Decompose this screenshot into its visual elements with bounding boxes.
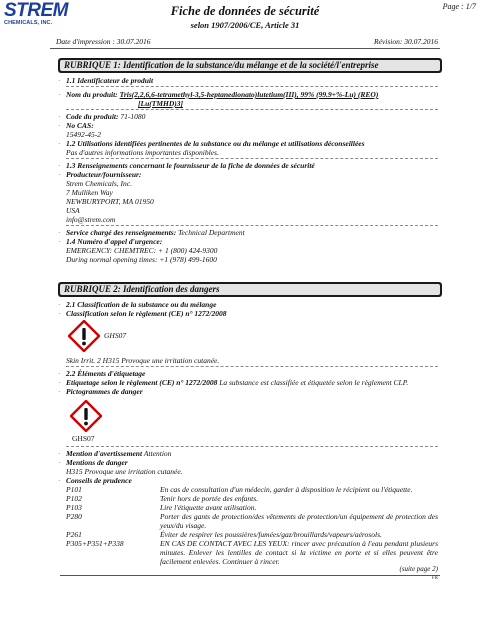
precautionary-heading: Conseils de prudence — [66, 476, 132, 485]
section-2-banner — [58, 282, 442, 297]
language-code: FR — [431, 576, 438, 581]
hazard-statements-heading: Mentions de danger — [66, 458, 128, 467]
cas-value: 15492-45-2 — [66, 130, 101, 139]
labelling-row — [66, 378, 408, 387]
ghs07-code: GHS07 — [104, 331, 127, 340]
precaution-code: P103 — [66, 503, 82, 512]
service-row — [66, 228, 245, 237]
cas-label: No CAS: — [66, 121, 94, 130]
divider — [66, 366, 438, 367]
precaution-text: Lire l'étiquette avant utilisation. — [160, 503, 257, 512]
s11-heading: 1.1 Identificateur de produit — [66, 76, 154, 85]
emergency-hours: During normal opening times: +1 (978) 499-1600 — [66, 255, 217, 264]
precaution-code: P261 — [66, 530, 82, 539]
revision-date: Révision: 30.07.2016 — [374, 37, 438, 46]
emergency-line: EMERGENCY: CHEMTREC: + 1 (800) 424-9300 — [66, 246, 218, 255]
section-1-banner — [58, 58, 442, 73]
precaution-code: P102 — [66, 494, 82, 503]
precaution-text: EN CAS DE CONTACT AVEC LES YEUX: rincer avec précaution à l'eau pendant plusieurs minutes. Enlever les lentilles de contact si la victime en porte et si elles peuvent être facilement enlevées. Continuer à rincer. — [160, 539, 438, 566]
s21-heading: 2.1 Classification de la substance ou du mélange — [66, 300, 217, 309]
s12-text: Pas d'autres informations importantes disponibles. — [66, 148, 219, 157]
s14-heading: 1.4 Numéro d'appel d'urgence: — [66, 237, 163, 246]
precaution-text: Éviter de respirer les poussières/fumées/gaz/brouillards/vapeurs/aérosols. — [160, 530, 382, 539]
product-name-row — [66, 90, 378, 99]
labelling-regulation: Etiquetage selon le règlement (CE) n° 1272/2008 — [66, 378, 218, 387]
signal-word-row — [66, 449, 171, 458]
service-label: Service chargé des renseignements: — [66, 228, 177, 237]
labelling-text: La substance est classifiée et étiquetée selon le règlement CLP. — [219, 378, 409, 387]
signal-word-value: Attention — [143, 449, 172, 458]
divider — [66, 109, 438, 110]
s12-heading: 1.2 Utilisations identifiées pertinentes de la substance ou du mélange et utilisations déconseillées — [66, 139, 365, 148]
s21-subheading: Classification selon le règlement (CE) n° 1272/2008 — [66, 309, 227, 318]
code-label: Code du produit: — [66, 112, 119, 121]
service-value: Technical Department — [178, 228, 245, 237]
document-subtitle: selon 1907/2006/CE, Article 31 — [190, 20, 300, 30]
section-2-heading: RUBRIQUE 2: Identification des dangers — [60, 284, 440, 295]
logo-subtitle: CHEMICALS, INC. — [4, 20, 53, 26]
supplier-line: 7 Mulliken Way — [66, 188, 113, 197]
precaution-code: P305+P351+P338 — [66, 539, 124, 548]
s13-heading: 1.3 Renseignements concernant le fournisseur de la fiche de données de sécurité — [66, 161, 315, 170]
pictograms-heading: Pictogrammes de danger — [66, 387, 143, 396]
product-formula: [Lu(TMHD)3] — [138, 99, 183, 108]
divider — [66, 225, 438, 226]
print-date: Date d'impression : 30.07.2016 — [56, 37, 151, 46]
logo-wordmark: STREM — [4, 0, 68, 21]
divider — [66, 86, 438, 87]
supplier-label: Producteur/fournisseur: — [66, 170, 142, 179]
supplier-line: USA — [66, 206, 80, 215]
precaution-code: P280 — [66, 512, 82, 521]
product-name: Tris(2,2,6,6-tetramethyl-3,5-heptanedionato)lutetium(III), 99% (99.9+%-Lu) (REO) — [119, 90, 379, 99]
supplier-line: NEWBURYPORT, MA 01950 — [66, 197, 154, 206]
precaution-text: Porter des gants de protection/des vêtements de protection/un équipement de protection des yeux/du visage. — [160, 512, 438, 530]
signal-word-label: Mention d'avertissement — [66, 449, 143, 458]
product-label: Nom du produit: — [66, 90, 118, 99]
precaution-code: P101 — [66, 485, 82, 494]
supplier-line: Strem Chemicals, Inc. — [66, 179, 132, 188]
document-title: Fiche de données de sécurité — [170, 4, 320, 18]
precaution-text: Tenir hors de portée des enfants. — [160, 494, 259, 503]
supplier-email: info@strem.com — [66, 215, 116, 224]
continued-note: (suite page 2) — [399, 565, 438, 573]
precaution-text: En cas de consultation d'un médecin, garder à disposition le récipient ou l'étiquette. — [160, 485, 413, 494]
divider — [66, 446, 438, 447]
footer-divider — [60, 575, 440, 576]
ghs07-exclamation-icon — [68, 320, 100, 352]
hazard-statement: H315 Provoque une irritation cutanée. — [66, 467, 183, 476]
classification-text: Skin Irrit. 2 H315 Provoque une irritation cutanée. — [66, 356, 220, 365]
ghs07-exclamation-icon — [70, 400, 102, 432]
header-divider — [50, 48, 440, 49]
page-number: Page : 1/7 — [442, 2, 476, 11]
product-code-row — [66, 112, 145, 121]
s22-heading: 2.2 Éléments d'étiquetage — [66, 369, 146, 378]
section-1-heading: RUBRIQUE 1: Identification de la substance/du mélange et de la société/l'entreprise — [60, 60, 440, 71]
ghs07-code: GHS07 — [72, 434, 95, 443]
divider — [66, 158, 438, 159]
code-value: 71-1080 — [120, 112, 146, 121]
